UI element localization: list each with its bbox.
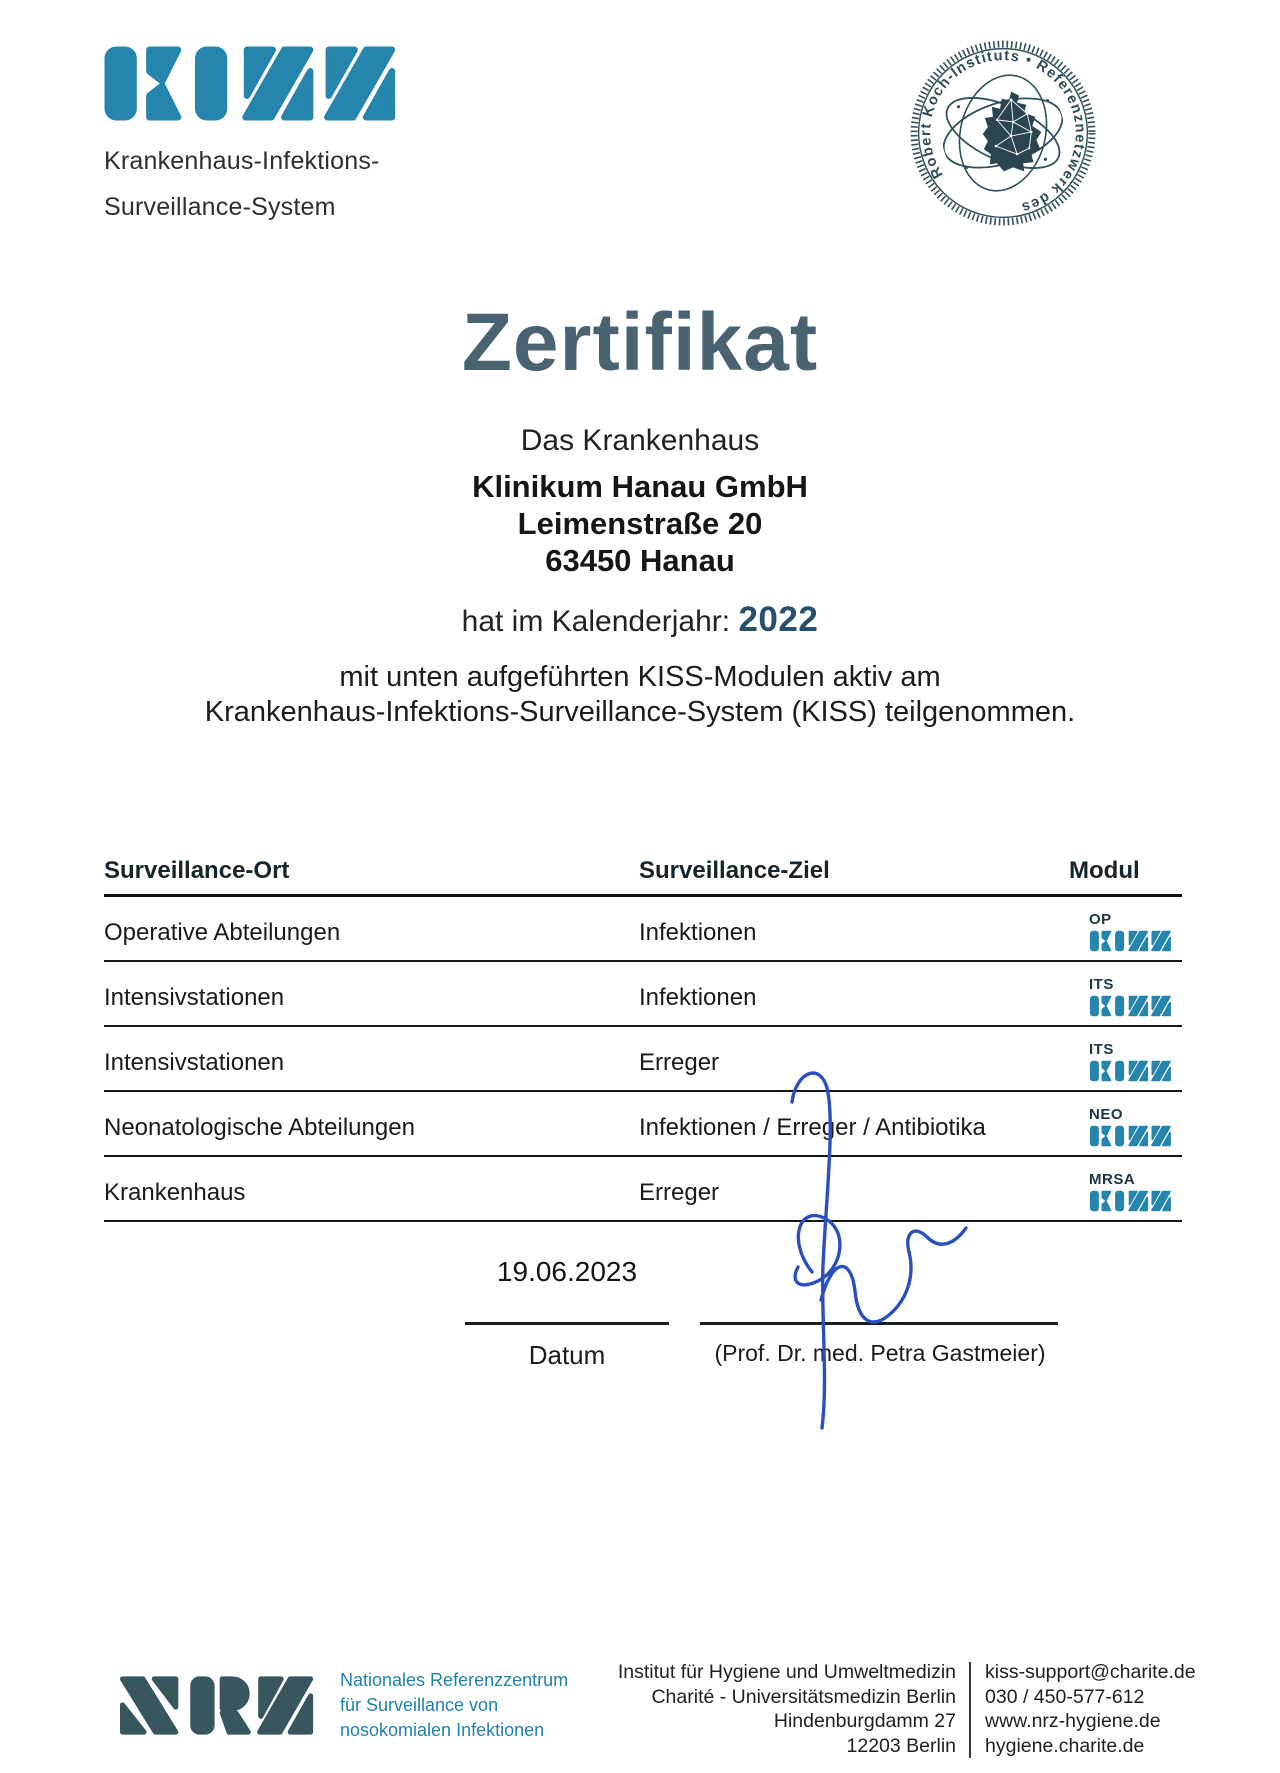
contact-website: www.nrz-hygiene.de [985,1710,1161,1732]
institute-line1: Institut für Hygiene und Umweltmedizin [617,1661,956,1683]
statement-line2: Krankenhaus-Infektions-Surveillance-System (KISS) teilgenommen. [204,696,1076,728]
germany-map [983,92,1042,172]
cell-ziel: Erreger [639,1179,720,1206]
table-row [104,1157,1182,1222]
cell-ort: Operative Abteilungen [104,919,341,946]
module-prefix: MRSA [1089,1171,1136,1188]
kiss-tagline [104,138,380,230]
kiss-logo [102,44,402,123]
institute-line4: 12203 Berlin [846,1734,956,1757]
hospital-street: Leimenstraße 20 [517,506,763,541]
module-badge [1069,1107,1182,1155]
cell-ort: Neonatologische Abteilungen [104,1114,415,1141]
nrz-logo [118,1674,314,1737]
kiss-module-logo [1089,1190,1173,1212]
nrz-line1: Nationales Referenzzentrum [340,1670,569,1690]
hospital-city: 63450 Hanau [545,543,735,578]
year-value: 2022 [738,600,819,639]
contact-info [985,1660,1196,1758]
handwritten-signature [680,1060,1010,1450]
contact-phone: 030 / 450-577-612 [985,1685,1145,1708]
rki-seal [906,36,1100,230]
kiss-module-logo [1089,995,1173,1017]
nrz-line3: nosokomialen Infektionen [340,1720,545,1740]
date-label: Datum [528,1340,606,1370]
calendar-year-line [0,600,1280,640]
module-prefix: ITS [1089,976,1114,993]
module-badge [1069,1042,1182,1090]
module-prefix: OP [1089,911,1112,928]
cell-ziel: Erreger [639,1049,720,1076]
cell-ort: Intensivstationen [104,984,285,1011]
hospital-name: Klinikum Hanau GmbH [472,469,808,504]
column-header-ort: Surveillance-Ort [104,857,290,884]
contact-website2: hygiene.charite.de [985,1734,1145,1757]
kiss-module-logo [1089,930,1173,952]
footer-divider [969,1662,971,1758]
module-badge [1069,977,1182,1025]
date-rule [465,1322,669,1325]
tagline-line2: Surveillance-System [104,193,336,221]
hospital-address-block [0,468,1280,579]
nrz-description [340,1668,568,1743]
issue-date: 19.06.2023 [496,1256,638,1287]
module-prefix: NEO [1089,1106,1124,1123]
certificate-title: Zertifikat [461,297,819,388]
table-row [104,962,1182,1027]
statement-line1: mit unten aufgeführten KISS-Modulen aktiv am [339,661,941,693]
intro-line: Das Krankenhaus [520,424,760,457]
institute-line2: Charité - Universitätsmedizin Berlin [651,1685,956,1708]
institute-line3: Hindenburgdamm 27 [773,1710,956,1732]
column-header-modul: Modul [1069,857,1140,884]
signer-name: (Prof. Dr. med. Petra Gastmeier) [714,1340,1046,1366]
cell-ort: Intensivstationen [104,1049,285,1076]
column-header-ziel: Surveillance-Ziel [639,857,830,884]
module-prefix: ITS [1089,1041,1114,1058]
kiss-module-logo [1089,1125,1173,1147]
table-row [104,897,1182,962]
table-row [104,1027,1182,1092]
institute-address [560,1660,956,1758]
modules-table [104,850,1182,1222]
cell-ziel: Infektionen [639,919,757,946]
module-badge [1069,1172,1182,1220]
table-row [104,1092,1182,1157]
contact-email: kiss-support@charite.de [985,1661,1196,1683]
tagline-line1: Krankenhaus-Infektions- [104,147,380,175]
participation-statement [0,660,1280,730]
seal-ring-text: Robert Koch-Instituts • Referenznetzwerk des [918,47,1088,216]
nrz-line2: für Surveillance von [340,1695,499,1715]
module-badge [1069,912,1182,960]
kiss-module-logo [1089,1060,1173,1082]
cell-ziel: Infektionen / Erreger / Antibiotika [639,1114,986,1141]
cell-ziel: Infektionen [639,984,757,1011]
seal-inner-graphic [935,66,1071,200]
table-header-row [104,850,1182,897]
year-prefix: hat im Kalenderjahr: [461,605,731,638]
cell-ort: Krankenhaus [104,1179,246,1206]
